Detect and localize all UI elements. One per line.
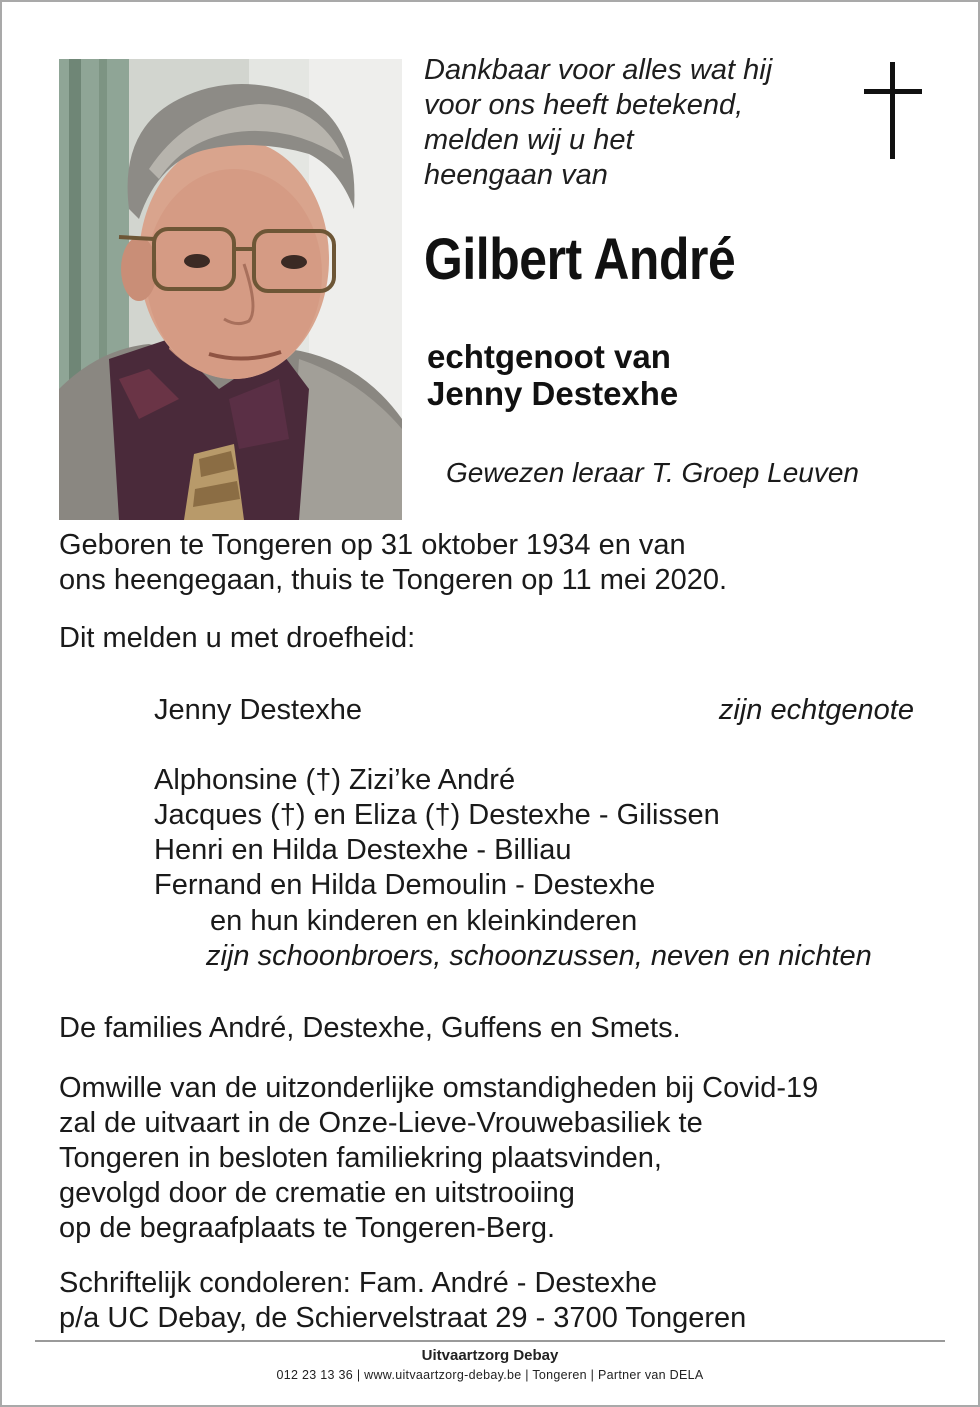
announcement-text: Dit melden u met droefheid: <box>59 622 416 654</box>
funeral-text <box>59 1071 939 1246</box>
list-item: Fernand en Hilda Demoulin - Destexhe <box>154 869 656 901</box>
funeral-line: gevolgd door de crematie en uitstrooiing <box>59 1177 575 1209</box>
announcement <box>59 621 939 656</box>
intro-line: heengaan van <box>424 159 608 191</box>
intro-line: voor ons heeft betekend, <box>424 89 744 121</box>
footer-divider <box>35 1340 945 1342</box>
portrait-photo <box>59 59 402 520</box>
list-item: Jacques (†) en Eliza (†) Destexhe - Gilissen <box>154 799 720 831</box>
families-line: De families André, Destexhe, Guffens en Smets. <box>59 1012 681 1044</box>
cross-icon <box>864 62 922 159</box>
funeral-line: zal de uitvaart in de Onze-Lieve-Vrouwebasiliek te <box>59 1107 703 1139</box>
footer-contact-info: 012 23 13 36 | www.uitvaartzorg-debay.be | Tongeren | Partner van DELA <box>276 1368 704 1382</box>
children-line: en hun kinderen en kleinkinderen <box>210 905 638 937</box>
inlaws-line: zijn schoonbroers, schoonzussen, neven en nichten <box>206 940 872 972</box>
birth-death-line: ons heengegaan, thuis te Tongeren op 11 mei 2020. <box>59 564 728 596</box>
mourner-spouse-relation: zijn echtgenote <box>718 694 914 726</box>
spouse-line: echtgenoot van <box>427 338 671 375</box>
families-text <box>59 1011 939 1046</box>
funeral-line: Omwille van de uitzonderlijke omstandigheden bij Covid-19 <box>59 1072 819 1104</box>
relatives-list <box>154 763 720 903</box>
spouse-line: Jenny Destexhe <box>427 375 679 412</box>
funeral-line: op de begraafplaats te Tongeren-Berg. <box>59 1212 556 1244</box>
funeral-line: Tongeren in besloten familiekring plaatsvinden, <box>59 1142 662 1174</box>
birth-death-text <box>59 528 939 598</box>
intro-text <box>424 53 844 193</box>
list-item: Henri en Hilda Destexhe - Billiau <box>154 834 572 866</box>
condolence-text <box>59 1266 939 1336</box>
intro-line: melden wij u het <box>424 124 634 156</box>
spouse-info <box>427 338 678 412</box>
birth-death-line: Geboren te Tongeren op 31 oktober 1934 en van <box>59 529 686 561</box>
intro-line: Dankbaar voor alles wat hij <box>424 54 773 86</box>
mourner-spouse-name: Jenny Destexhe <box>154 694 362 726</box>
deceased-name: Gilbert André <box>424 227 736 292</box>
condolence-line: p/a UC Debay, de Schiervelstraat 29 - 3700 Tongeren <box>59 1302 747 1334</box>
footer-company: Uitvaartzorg Debay <box>421 1347 559 1364</box>
occupation: Gewezen leraar T. Groep Leuven <box>446 457 859 488</box>
condolence-line: Schriftelijk condoleren: Fam. André - Destexhe <box>59 1267 657 1299</box>
list-item: Alphonsine (†) Zizi’ke André <box>154 764 516 796</box>
mourner-spouse-row <box>154 693 914 728</box>
